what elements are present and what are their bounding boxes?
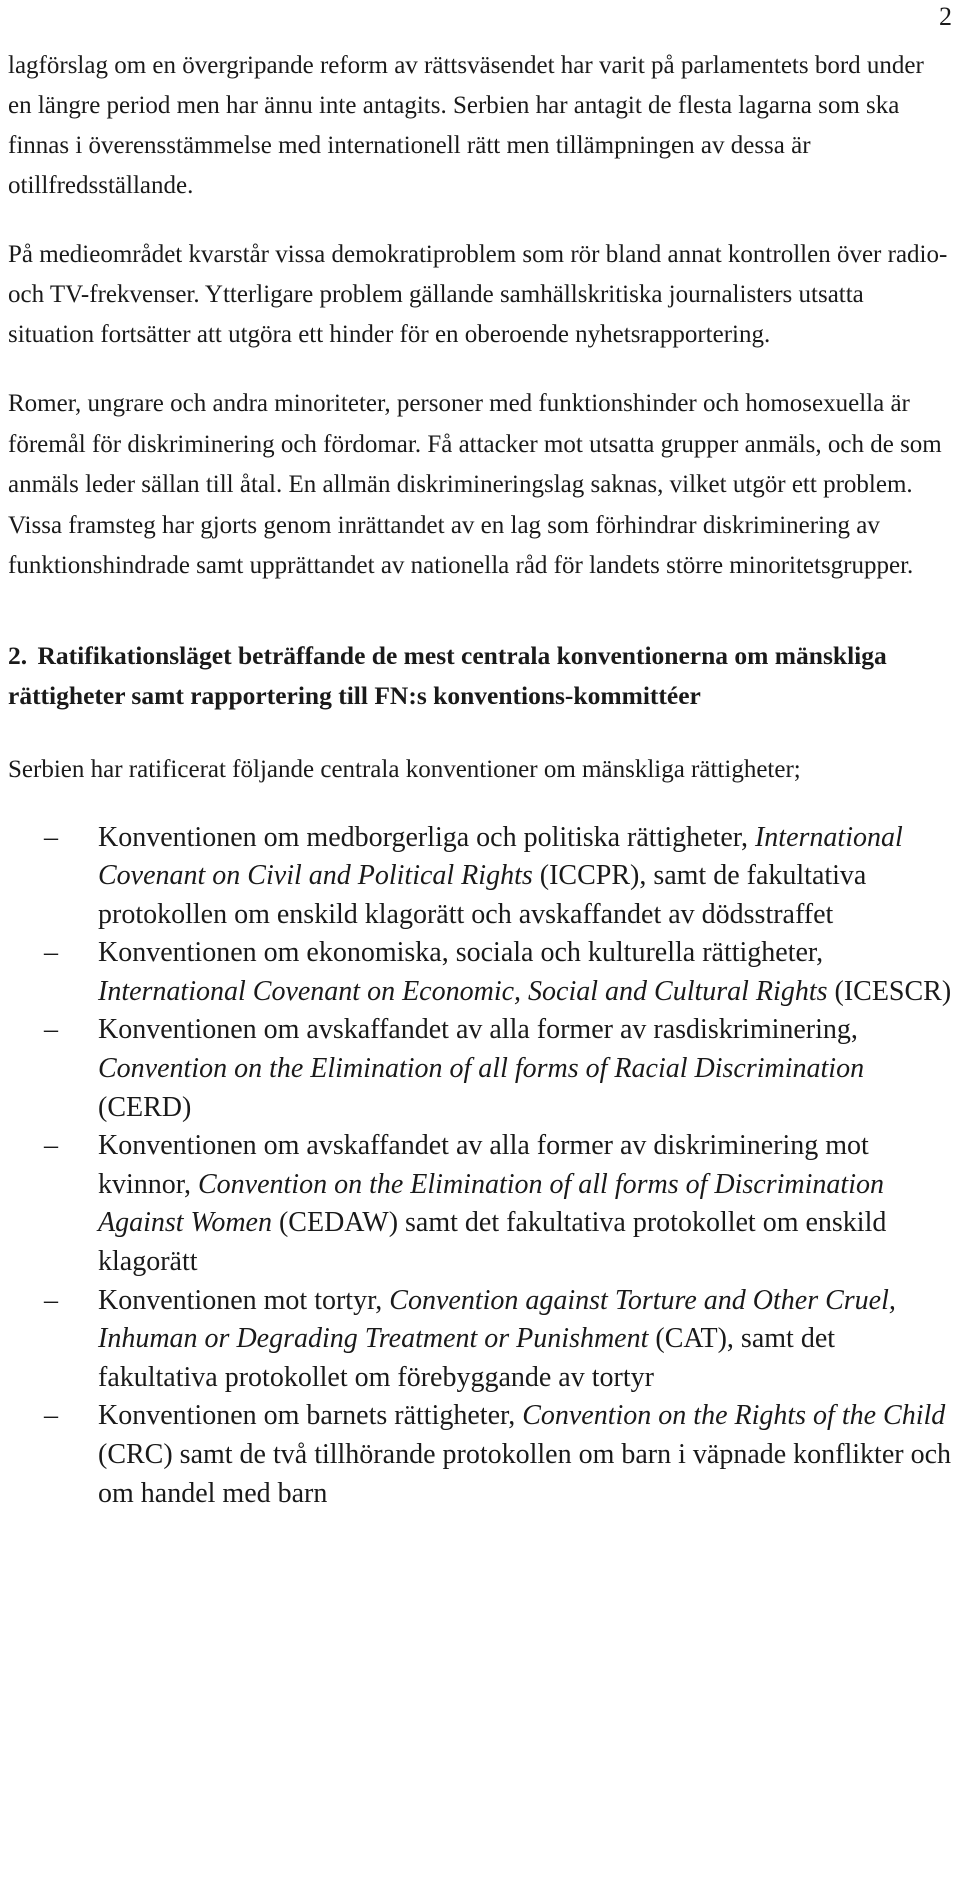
paragraph-minorities: Romer, ungrare och andra minoriteter, personer med funktionshinder och homosexuella är föremål för diskriminering och fördomar. Få attacker mot utsatta grupper anmäls, och de som anmäls leder sällan till åtal. En allmän diskrimineringslag saknas, vilket utgör ett problem. Vissa framsteg har gjorts genom inrättandet av en lag som förhindrar diskriminering av funktionshindrade samt upprättandet av nationella råd för landets större minoritetsgrupper. (8, 390, 942, 579)
section-heading (8, 636, 952, 717)
convention-swedish-name: Konventionen om ekonomiska, sociala och kulturella rättigheter, (98, 937, 824, 969)
list-item-cerd (8, 1011, 952, 1127)
convention-suffix: (CRC) samt de två tillhörande protokollen om barn i väpnade konflikter och om handel med barn (98, 1439, 952, 1509)
list-item-crc (8, 1397, 952, 1513)
list-item-icescr (8, 934, 952, 1011)
convention-suffix: (CEDAW) samt det fakultativa protokollet om enskild klagorätt (98, 1207, 887, 1278)
convention-english-name: International Covenant on Civil and Political Rights (98, 821, 903, 892)
list-item-iccpr (8, 819, 952, 935)
section-title: Ratifikationsläget beträffande de mest centrala konventionerna om mänskliga rättigheter samt rapportering till FN:s konventions-kommittéer (8, 640, 887, 710)
paragraph-judiciary: lagförslag om en övergripande reform av rättsväsendet har varit på parlamentets bord under en längre period men har ännu inte antagits. Serbien har antagit de flesta lagarna som ska finnas i överensstämmelse med internationell rätt men tillämpningen av dessa är otillfredsställande. (8, 52, 924, 199)
convention-english-name: International Covenant on Economic, Social and Cultural Rights (98, 975, 828, 1007)
dash-bullet: – (44, 937, 58, 969)
dash-bullet: – (44, 821, 58, 853)
document-body (8, 46, 952, 1513)
conventions-list (8, 819, 952, 1514)
convention-english-name: Convention on the Elimination of all forms of Discrimination Against Women (98, 1168, 884, 1239)
dash-bullet: – (44, 1284, 58, 1316)
dash-bullet: – (44, 1014, 58, 1046)
convention-english-name: Convention on the Elimination of all forms of Racial Discrimination (98, 1053, 865, 1085)
section-number: 2. (8, 640, 28, 670)
convention-suffix: (CAT), samt det fakultativa protokollet om förebyggande av tortyr (98, 1323, 836, 1393)
convention-swedish-name: Konventionen mot tortyr, (98, 1284, 390, 1316)
paragraph-media: På medieområdet kvarstår vissa demokratiproblem som rör bland annat kontrollen över radio- och TV-frekvenser. Ytterligare problem gällande samhällskritiska journalisters utsatta situation fortsätter att utgöra ett hinder för en oberoende nyhetsrapportering. (8, 241, 948, 348)
convention-swedish-name: Konventionen om avskaffandet av alla former av rasdiskriminering, (98, 1014, 858, 1046)
convention-suffix: (ICCPR), samt de fakultativa protokollen om enskild klagorätt och avskaffandet av dödsstraffet (98, 860, 867, 930)
convention-suffix: (ICESCR) (827, 975, 952, 1007)
list-item-cedaw (8, 1127, 952, 1281)
convention-swedish-name: Konventionen om avskaffandet av alla former av diskriminering mot kvinnor, (98, 1130, 869, 1200)
convention-english-name: Convention against Torture and Other Cruel, Inhuman or Degrading Treatment or Punishment (98, 1284, 896, 1355)
convention-swedish-name: Konventionen om barnets rättigheter, (98, 1400, 523, 1432)
dash-bullet: – (44, 1400, 58, 1432)
list-item-cat (8, 1282, 952, 1398)
convention-swedish-name: Konventionen om medborgerliga och politiska rättigheter, (98, 821, 755, 853)
dash-bullet: – (44, 1130, 58, 1162)
convention-english-name: Convention on the Rights of the Child (522, 1400, 946, 1432)
convention-suffix: (CERD) (98, 1091, 192, 1123)
page-number: 2 (939, 2, 952, 31)
conventions-intro: Serbien har ratificerat följande centrala konventioner om mänskliga rättigheter; (8, 755, 801, 783)
